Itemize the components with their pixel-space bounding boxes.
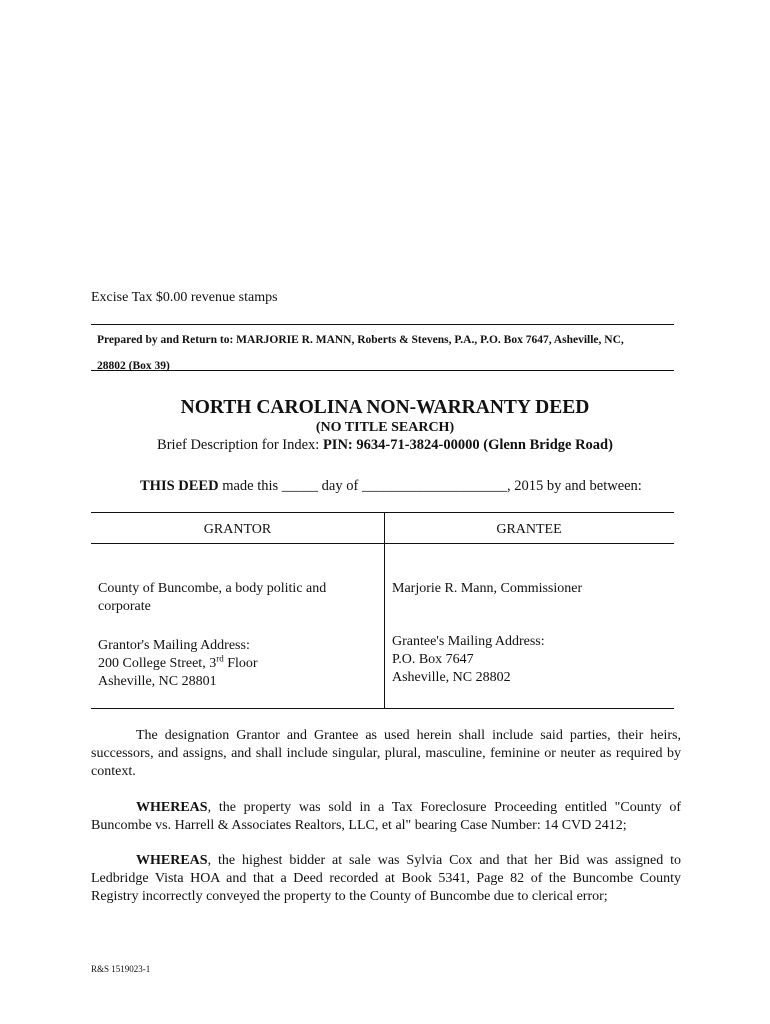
brief-description-label: Brief Description for Index: <box>157 437 320 453</box>
parties-table-bottom-rule <box>91 708 674 709</box>
whereas-text-2: , the highest bidder at sale was Sylvia Cox and that her Bid was assigned to Ledbridge Vista HOA and that a Deed recorded at Book 5341, Page 82 of the Buncombe County Registry incorrectly conveyed the property to the County of Buncombe due to clerical error; <box>91 853 681 904</box>
parties-table-top-rule <box>91 512 674 513</box>
prepared-by-block <box>97 327 687 379</box>
deed-date-text: made this _____ day of ____________________, 2015 by and between: <box>218 478 642 494</box>
grantee-name: Marjorie R. Mann, Commissioner <box>392 581 583 596</box>
grantor-street-main: 200 College Street, 3 <box>98 656 217 671</box>
whereas-text-1: , the property was sold in a Tax Foreclosure Proceeding entitled "County of Buncombe vs. Harrell & Associates Realtors, LLC, et al" bearing Case Number: 14 CVD 2412; <box>91 800 681 833</box>
grantee-header: GRANTEE <box>496 522 562 537</box>
prepared-by-line-1: Prepared by and Return to: MARJORIE R. MANN, Roberts & Stevens, P.A., P.O. Box 7647, Asheville, NC, <box>97 334 624 346</box>
grantor-street-floor: Floor <box>223 656 258 671</box>
grantee-city: Asheville, NC 28802 <box>392 670 511 685</box>
grantor-header: GRANTOR <box>203 522 272 537</box>
grantor-street-suffix: rd <box>216 653 224 664</box>
whereas-paragraph-1 <box>91 799 681 835</box>
whereas-label-2: WHEREAS <box>136 853 208 868</box>
deed-date-line <box>140 478 642 495</box>
designation-paragraph: The designation Grantor and Grantee as used herein shall include said parties, their heirs, successors, and assigns, and shall include singular, plural, masculine, feminine or neuter as required by context. <box>91 728 681 779</box>
grantor-mailing-label: Grantor's Mailing Address: <box>98 638 250 653</box>
whereas-label-1: WHEREAS <box>136 800 208 815</box>
brief-description-pin: PIN: 9634-71-3824-00000 (Glenn Bridge Road) <box>322 437 613 453</box>
document-code: R&S 1519023-1 <box>91 964 151 974</box>
parties-header-rule <box>91 543 674 544</box>
deed-subtitle: (NO TITLE SEARCH) <box>315 420 455 435</box>
grantor-street <box>98 655 378 673</box>
prepared-by-line-2: 28802 (Box 39) <box>97 360 170 372</box>
divider-top <box>91 324 674 325</box>
whereas-paragraph-2 <box>91 852 681 906</box>
grantee-mailing-address <box>392 633 672 687</box>
grantee-street: P.O. Box 7647 <box>392 652 474 667</box>
excise-tax-line: Excise Tax $0.00 revenue stamps <box>91 290 278 305</box>
deed-title: NORTH CAROLINA NON-WARRANTY DEED <box>180 397 590 418</box>
grantor-name-line-2: corporate <box>98 599 151 614</box>
grantor-city: Asheville, NC 28801 <box>98 674 217 689</box>
this-deed-label: THIS DEED <box>140 478 219 494</box>
brief-description <box>0 437 770 454</box>
divider-bottom <box>91 370 674 371</box>
grantee-mailing-label: Grantee's Mailing Address: <box>392 634 545 649</box>
grantor-name-line-1: County of Buncombe, a body politic and <box>98 581 327 596</box>
grantor-name <box>98 580 378 616</box>
grantor-mailing-address <box>98 637 378 691</box>
